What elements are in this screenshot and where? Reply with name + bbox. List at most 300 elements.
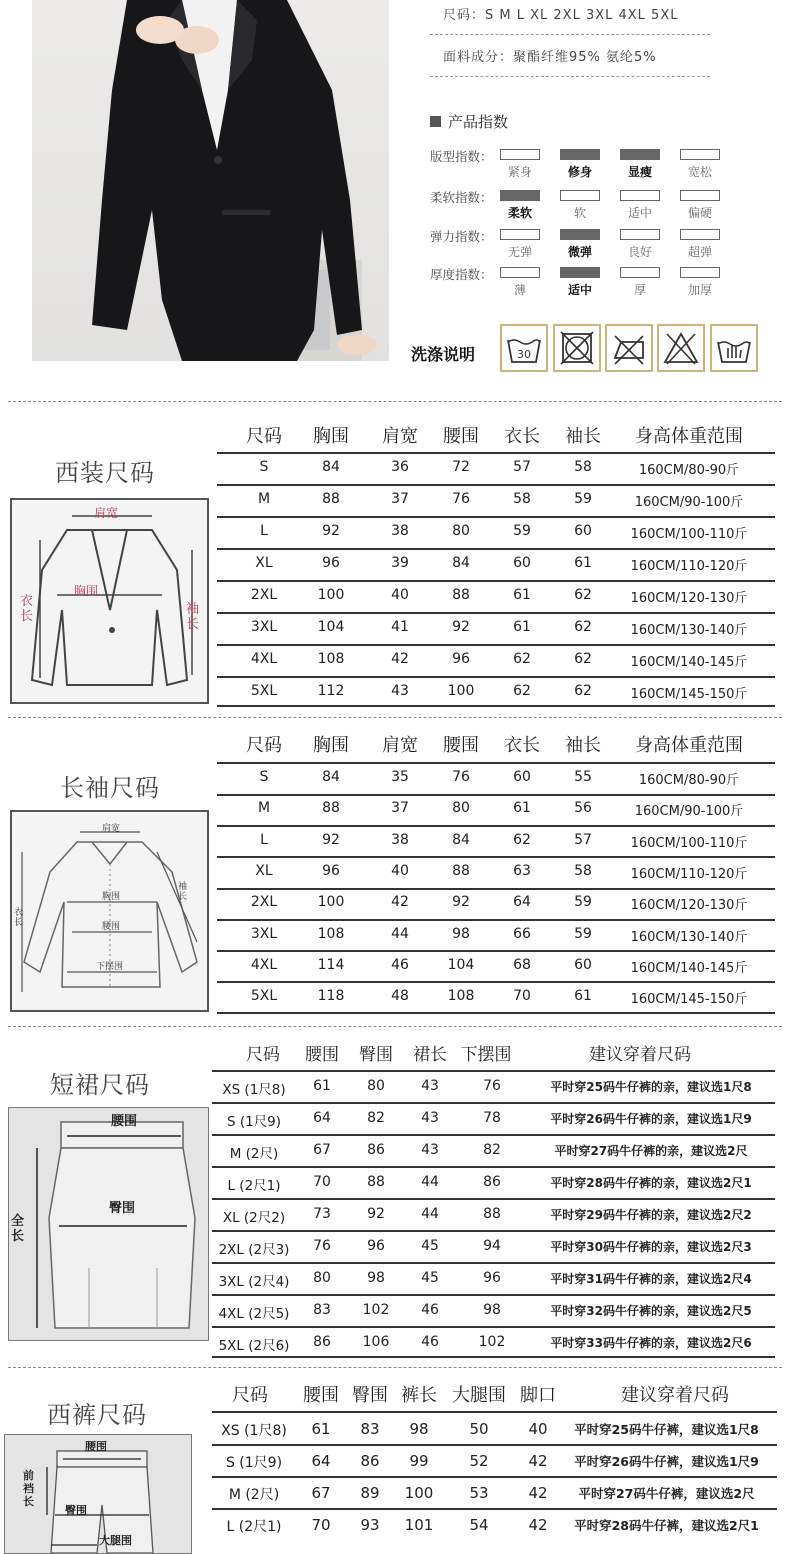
table-cell: 66 xyxy=(513,925,531,942)
size-cell: 5XL xyxy=(250,683,278,699)
table-cell: 57 xyxy=(574,831,592,848)
table-cell: 55 xyxy=(574,769,592,785)
diagram-label-sleeve: 袖长 xyxy=(178,882,188,902)
col-header: 胸围 xyxy=(313,426,349,447)
table-cell: 99 xyxy=(409,1452,429,1470)
skirt-size-title: 短裙尺码 xyxy=(50,1071,150,1099)
col-header: 腰围 xyxy=(305,1045,339,1065)
table-cell: 平时穿27码牛仔裤的亲，建议选2尺 xyxy=(554,1144,748,1158)
table-rule xyxy=(217,794,775,796)
index-label-elasticity: 弹力指数： xyxy=(430,229,493,244)
index-box-active xyxy=(560,149,600,160)
table-cell: 39 xyxy=(391,555,409,571)
table-cell: 40 xyxy=(391,587,409,603)
table-cell: 78 xyxy=(483,1110,501,1126)
table-cell: 36 xyxy=(391,459,409,475)
section-divider xyxy=(8,717,782,718)
size-cell: S (1尺9) xyxy=(225,1455,283,1471)
table-cell: 160CM/140-145斤 xyxy=(630,655,748,670)
table-rule xyxy=(212,1444,777,1446)
col-header: 腰围 xyxy=(443,426,479,447)
index-box xyxy=(500,229,540,240)
table-cell: 45 xyxy=(421,1238,439,1254)
table-cell: 42 xyxy=(391,894,409,911)
table-cell: 89 xyxy=(360,1484,380,1502)
diagram-label-waist: 腰围 xyxy=(111,1114,138,1129)
section-divider xyxy=(8,401,782,402)
table-cell: 84 xyxy=(452,831,470,848)
table-cell: 160CM/100-110斤 xyxy=(630,527,748,542)
col-header: 裤长 xyxy=(401,1385,437,1406)
size-cell: M (2尺) xyxy=(228,1487,280,1503)
col-header: 建议穿着尺码 xyxy=(589,1045,691,1065)
table-cell: 96 xyxy=(483,1270,501,1286)
table-cell: 101 xyxy=(404,1516,434,1534)
table-cell: 98 xyxy=(452,925,470,942)
table-cell: 42 xyxy=(528,1484,548,1502)
table-cell: 60 xyxy=(513,555,531,571)
col-header: 腰围 xyxy=(303,1385,339,1406)
table-rule xyxy=(212,1166,775,1168)
table-rule xyxy=(212,1230,775,1232)
table-cell: 44 xyxy=(391,925,409,942)
table-rule xyxy=(212,1102,775,1104)
blazer-diagram xyxy=(10,498,209,704)
table-cell: 84 xyxy=(322,459,340,475)
size-cell: XL xyxy=(255,555,273,571)
table-rule xyxy=(212,1262,775,1264)
table-rule xyxy=(212,1326,775,1328)
table-cell: 76 xyxy=(483,1078,501,1094)
table-rule xyxy=(217,612,775,614)
index-option: 厚 xyxy=(633,283,646,297)
table-rule xyxy=(217,548,775,550)
table-cell: 54 xyxy=(469,1516,489,1534)
table-cell: 46 xyxy=(421,1334,439,1350)
table-cell: 104 xyxy=(447,956,475,973)
col-header: 建议穿着尺码 xyxy=(621,1385,729,1406)
table-cell: 平时穿26码牛仔裤，建议选1尺9 xyxy=(574,1454,759,1469)
table-cell: 118 xyxy=(317,988,345,1005)
index-option: 紧身 xyxy=(507,165,532,179)
size-cell: XS (1尺8) xyxy=(221,1423,287,1439)
diagram-label-shoulder: 肩宽 xyxy=(102,824,121,834)
size-cell: 4XL (2尺5) xyxy=(218,1306,290,1322)
size-cell: XS (1尺8) xyxy=(222,1082,286,1098)
index-box xyxy=(620,229,660,240)
size-cell: 2XL xyxy=(250,587,278,603)
table-cell: 112 xyxy=(317,683,345,699)
size-cell: 3XL xyxy=(250,925,278,942)
table-cell: 160CM/145-150斤 xyxy=(630,992,748,1008)
table-rule xyxy=(217,452,775,454)
table-rule xyxy=(217,516,775,518)
table-cell: 102 xyxy=(362,1302,390,1318)
table-cell: 96 xyxy=(322,862,340,879)
table-cell: 86 xyxy=(313,1334,331,1350)
col-header: 胸围 xyxy=(313,735,349,756)
diagram-label-shoulder: 肩宽 xyxy=(94,506,119,520)
table-cell: 61 xyxy=(574,988,592,1005)
index-box-active xyxy=(560,229,600,240)
table-rule xyxy=(212,1070,775,1072)
table-cell: 160CM/90-100斤 xyxy=(634,804,744,820)
size-cell: 2XL xyxy=(250,894,278,911)
diagram-label-length: 全长 xyxy=(11,1214,25,1244)
table-cell: 56 xyxy=(574,800,592,817)
index-option: 宽松 xyxy=(687,165,712,179)
col-header: 袖长 xyxy=(565,735,601,756)
table-cell: 160CM/120-130斤 xyxy=(630,591,748,606)
table-cell: 76 xyxy=(452,491,470,507)
col-header: 尺码 xyxy=(246,1045,280,1065)
table-cell: 58 xyxy=(513,491,531,507)
table-cell: 83 xyxy=(313,1302,331,1318)
index-option-active: 适中 xyxy=(567,283,592,297)
table-cell: 43 xyxy=(421,1142,439,1158)
table-cell: 100 xyxy=(404,1484,434,1502)
table-cell: 平时穿28码牛仔裤，建议选2尺1 xyxy=(574,1518,759,1533)
table-rule xyxy=(217,888,775,890)
table-cell: 43 xyxy=(421,1078,439,1094)
col-header: 大腿围 xyxy=(452,1385,506,1406)
table-cell: 38 xyxy=(391,523,409,539)
index-box xyxy=(620,267,660,278)
product-index-title: 产品指数 xyxy=(448,113,509,131)
col-header: 臀围 xyxy=(352,1385,388,1406)
table-rule xyxy=(217,644,775,646)
table-cell: 43 xyxy=(421,1110,439,1126)
table-cell: 64 xyxy=(311,1452,331,1470)
table-cell: 160CM/120-130斤 xyxy=(630,898,748,914)
index-box-active xyxy=(500,190,540,201)
table-cell: 53 xyxy=(469,1484,489,1502)
table-cell: 88 xyxy=(483,1206,501,1222)
table-cell: 38 xyxy=(391,831,409,848)
table-cell: 60 xyxy=(574,956,592,973)
table-cell: 40 xyxy=(391,862,409,879)
table-cell: 94 xyxy=(483,1238,501,1254)
size-cell: L xyxy=(260,523,268,539)
size-cell: 2XL (2尺3) xyxy=(218,1242,290,1258)
table-cell: 104 xyxy=(317,619,345,635)
table-cell: 50 xyxy=(469,1420,489,1438)
table-cell: 80 xyxy=(367,1078,385,1094)
index-option: 无弹 xyxy=(507,245,532,259)
table-rule xyxy=(217,705,775,707)
index-box xyxy=(680,190,720,201)
index-option: 适中 xyxy=(627,206,652,220)
table-cell: 67 xyxy=(311,1484,331,1502)
no-tumble-dry-icon xyxy=(553,324,601,372)
svg-text:30: 30 xyxy=(517,348,531,361)
table-rule xyxy=(212,1134,775,1136)
table-cell: 平时穿25码牛仔裤的亲，建议选1尺8 xyxy=(550,1080,752,1094)
table-cell: 59 xyxy=(574,491,592,507)
size-cell: XL (2尺2) xyxy=(222,1210,286,1226)
table-cell: 61 xyxy=(513,619,531,635)
table-cell: 93 xyxy=(360,1516,380,1534)
no-bleach-icon xyxy=(657,324,705,372)
table-cell: 98 xyxy=(409,1420,429,1438)
table-cell: 64 xyxy=(313,1110,331,1126)
table-cell: 平时穿33码牛仔裤的亲，建议选2尺6 xyxy=(550,1336,752,1350)
table-cell: 96 xyxy=(322,555,340,571)
table-cell: 42 xyxy=(391,651,409,667)
table-cell: 96 xyxy=(367,1238,385,1254)
col-header: 身高体重范围 xyxy=(635,426,743,447)
table-cell: 88 xyxy=(322,491,340,507)
table-cell: 160CM/145-150斤 xyxy=(630,687,748,702)
table-cell: 平时穿26码牛仔裤的亲，建议选1尺9 xyxy=(550,1112,752,1126)
table-rule xyxy=(212,1476,777,1478)
model-blazer-illustration xyxy=(32,0,389,361)
diagram-label-hem: 下摆围 xyxy=(96,962,124,972)
index-box xyxy=(680,267,720,278)
table-cell: 70 xyxy=(513,988,531,1005)
col-header: 衣长 xyxy=(504,426,540,447)
table-cell: 108 xyxy=(447,988,475,1005)
col-header: 袖长 xyxy=(565,426,601,447)
index-option: 软 xyxy=(573,206,586,220)
diagram-label-hip: 臀围 xyxy=(109,1201,136,1216)
table-cell: 44 xyxy=(421,1206,439,1222)
diagram-label-length: 衣长 xyxy=(20,594,34,624)
table-cell: 160CM/110-120斤 xyxy=(630,559,748,574)
index-box-active xyxy=(560,267,600,278)
col-header: 裙长 xyxy=(413,1045,447,1065)
size-cell: M xyxy=(257,491,271,507)
table-cell: 80 xyxy=(452,523,470,539)
table-cell: 59 xyxy=(513,523,531,539)
table-cell: 58 xyxy=(574,862,592,879)
index-box xyxy=(500,149,540,160)
index-option: 偏硬 xyxy=(687,206,712,220)
table-cell: 88 xyxy=(452,587,470,603)
table-cell: 102 xyxy=(478,1334,506,1350)
table-cell: 62 xyxy=(574,619,592,635)
table-rule xyxy=(212,1294,775,1296)
table-rule xyxy=(212,1411,777,1413)
table-cell: 106 xyxy=(362,1334,390,1350)
index-box xyxy=(560,190,600,201)
diagram-label-waist: 腰围 xyxy=(102,922,121,932)
table-cell: 160CM/130-140斤 xyxy=(630,929,748,945)
table-cell: 63 xyxy=(513,862,531,879)
diagram-label-chest: 胸围 xyxy=(74,584,99,598)
table-cell: 160CM/80-90斤 xyxy=(638,463,740,478)
index-label-fit: 版型指数： xyxy=(430,149,493,164)
col-header: 腰围 xyxy=(443,735,479,756)
diagram-label-sleeve: 袖长 xyxy=(186,602,200,632)
suit-size-title: 西装尺码 xyxy=(55,459,155,487)
table-cell: 73 xyxy=(313,1206,331,1222)
size-cell: 4XL xyxy=(250,956,278,973)
table-cell: 平时穿29码牛仔裤的亲，建议选2尺2 xyxy=(550,1208,752,1222)
table-cell: 62 xyxy=(513,683,531,699)
index-box xyxy=(500,267,540,278)
table-cell: 35 xyxy=(391,769,409,785)
table-cell: 46 xyxy=(391,956,409,973)
table-rule xyxy=(217,919,775,921)
col-header: 尺码 xyxy=(246,426,282,447)
table-cell: 96 xyxy=(452,651,470,667)
table-cell: 59 xyxy=(574,894,592,911)
table-cell: 92 xyxy=(367,1206,385,1222)
index-box xyxy=(620,190,660,201)
table-cell: 80 xyxy=(313,1270,331,1286)
table-cell: 平时穿32码牛仔裤的亲，建议选2尺5 xyxy=(550,1304,752,1318)
size-cell: M (2尺) xyxy=(229,1146,279,1162)
square-bullet-icon xyxy=(430,116,441,127)
table-cell: 76 xyxy=(452,769,470,785)
table-cell: 68 xyxy=(513,956,531,973)
col-header: 尺码 xyxy=(232,1385,268,1406)
table-cell: 108 xyxy=(317,925,345,942)
index-option: 加厚 xyxy=(687,283,712,297)
table-cell: 61 xyxy=(313,1078,331,1094)
hand-wash-icon xyxy=(710,324,758,372)
table-rule xyxy=(217,580,775,582)
table-cell: 平时穿28码牛仔裤的亲，建议选2尺1 xyxy=(550,1176,752,1190)
table-cell: 62 xyxy=(574,587,592,603)
table-cell: 平时穿27码牛仔裤，建议选2尺 xyxy=(578,1486,755,1501)
table-cell: 160CM/90-100斤 xyxy=(634,495,744,510)
table-cell: 82 xyxy=(483,1142,501,1158)
size-cell: 3XL (2尺4) xyxy=(218,1274,290,1290)
table-cell: 平时穿31码牛仔裤的亲，建议选2尺4 xyxy=(550,1272,752,1286)
size-cell: XL xyxy=(255,862,273,879)
table-rule xyxy=(217,676,775,678)
shirt-diagram xyxy=(10,810,209,1012)
table-cell: 83 xyxy=(360,1420,380,1438)
size-cell: S xyxy=(259,769,269,785)
table-cell: 80 xyxy=(452,800,470,817)
size-cell: S (1尺9) xyxy=(226,1114,282,1130)
index-option-active: 显瘦 xyxy=(627,165,652,179)
table-cell: 160CM/140-145斤 xyxy=(630,960,748,976)
col-header: 身高体重范围 xyxy=(635,735,743,756)
table-cell: 72 xyxy=(452,459,470,475)
table-cell: 160CM/80-90斤 xyxy=(638,773,740,788)
index-box-active xyxy=(620,149,660,160)
table-cell: 62 xyxy=(574,683,592,699)
table-cell: 60 xyxy=(513,769,531,785)
wash-30-icon xyxy=(500,324,548,372)
table-cell: 98 xyxy=(367,1270,385,1286)
table-cell: 46 xyxy=(421,1302,439,1318)
table-cell: 40 xyxy=(528,1420,548,1438)
table-cell: 平时穿25码牛仔裤，建议选1尺8 xyxy=(574,1422,759,1437)
size-list: 尺码：S M L XL 2XL 3XL 4XL 5XL xyxy=(443,8,679,23)
col-header: 尺码 xyxy=(246,735,282,756)
size-cell: S xyxy=(259,459,269,475)
index-label-softness: 柔软指数： xyxy=(430,190,493,205)
table-cell: 61 xyxy=(513,800,531,817)
table-rule xyxy=(217,484,775,486)
table-cell: 70 xyxy=(313,1174,331,1190)
col-header: 臀围 xyxy=(359,1045,393,1065)
divider xyxy=(430,34,710,35)
size-cell: 3XL xyxy=(250,619,278,635)
table-cell: 108 xyxy=(317,651,345,667)
col-header: 下摆围 xyxy=(460,1045,512,1065)
table-rule xyxy=(212,1356,775,1358)
table-cell: 62 xyxy=(574,651,592,667)
table-cell: 160CM/130-140斤 xyxy=(630,623,748,638)
size-cell: L xyxy=(260,831,268,848)
table-rule xyxy=(217,1012,775,1014)
size-cell: 5XL (2尺6) xyxy=(218,1338,290,1354)
no-iron-icon xyxy=(605,324,653,372)
table-rule xyxy=(217,762,775,764)
table-cell: 64 xyxy=(513,894,531,911)
table-rule xyxy=(212,1508,777,1510)
table-cell: 88 xyxy=(322,800,340,817)
table-cell: 100 xyxy=(317,894,345,911)
table-cell: 62 xyxy=(513,831,531,848)
table-rule xyxy=(212,1198,775,1200)
diagram-label-length: 衣长 xyxy=(14,908,24,928)
table-cell: 76 xyxy=(313,1238,331,1254)
table-cell: 37 xyxy=(391,800,409,817)
table-cell: 59 xyxy=(574,925,592,942)
index-option: 良好 xyxy=(627,245,652,259)
index-option: 超弹 xyxy=(687,245,712,259)
table-rule xyxy=(217,950,775,952)
table-cell: 92 xyxy=(322,523,340,539)
table-cell: 48 xyxy=(391,988,409,1005)
wash-instructions-title: 洗涤说明 xyxy=(411,345,476,364)
col-header: 肩宽 xyxy=(382,426,418,447)
index-option: 薄 xyxy=(513,283,526,297)
col-header: 衣长 xyxy=(504,735,540,756)
table-cell: 37 xyxy=(391,491,409,507)
section-divider xyxy=(8,1367,782,1368)
index-option-active: 修身 xyxy=(567,165,592,179)
table-cell: 平时穿30码牛仔裤的亲，建议选2尺3 xyxy=(550,1240,752,1254)
skirt-diagram xyxy=(8,1107,209,1341)
pants-diagram xyxy=(4,1434,192,1554)
table-cell: 44 xyxy=(421,1174,439,1190)
size-cell: M xyxy=(257,800,271,817)
table-cell: 58 xyxy=(574,459,592,475)
table-cell: 82 xyxy=(367,1110,385,1126)
size-cell: 4XL xyxy=(250,651,278,667)
table-cell: 84 xyxy=(322,769,340,785)
shirt-size-title: 长袖尺码 xyxy=(60,774,160,802)
table-cell: 70 xyxy=(311,1516,331,1534)
table-cell: 61 xyxy=(513,587,531,603)
table-rule xyxy=(217,856,775,858)
divider xyxy=(430,76,710,77)
table-cell: 57 xyxy=(513,459,531,475)
table-cell: 42 xyxy=(528,1452,548,1470)
index-label-thickness: 厚度指数： xyxy=(430,267,493,282)
table-cell: 45 xyxy=(421,1270,439,1286)
table-cell: 92 xyxy=(452,619,470,635)
table-rule xyxy=(217,981,775,983)
diagram-label-thigh: 大腿围 xyxy=(99,1534,132,1547)
table-cell: 41 xyxy=(391,619,409,635)
table-cell: 88 xyxy=(367,1174,385,1190)
table-cell: 61 xyxy=(574,555,592,571)
table-cell: 100 xyxy=(447,683,475,699)
size-cell: 5XL xyxy=(250,988,278,1005)
table-cell: 100 xyxy=(317,587,345,603)
fabric-composition: 面料成分：聚酯纤维95% 氨纶5% xyxy=(443,50,657,65)
table-cell: 67 xyxy=(313,1142,331,1158)
